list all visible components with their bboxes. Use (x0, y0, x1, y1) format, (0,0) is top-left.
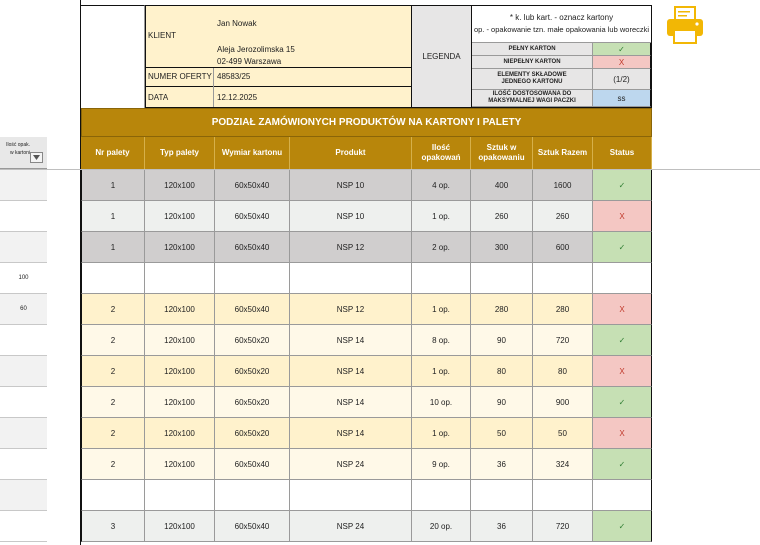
client-street: Aleja Jerozolimska 15 (217, 45, 295, 54)
table-cell (145, 263, 215, 294)
legend-item-value: ss (593, 90, 651, 107)
table-cell (412, 480, 471, 511)
table-cell: 60x50x40 (215, 201, 290, 232)
table-cell: NSP 10 (290, 201, 412, 232)
table-cell: 280 (533, 294, 593, 325)
table-cell: 280 (471, 294, 533, 325)
table-cell: 2 (81, 418, 145, 449)
left-panel-cell (0, 325, 47, 356)
table-cell: NSP 14 (290, 418, 412, 449)
status-cell: ✓ (593, 511, 652, 542)
legend-item-label: NIEPEŁNY KARTON (472, 56, 593, 69)
legend-item-value: ✓ (593, 43, 651, 56)
table-cell: 1 (81, 232, 145, 263)
table-cell (81, 263, 145, 294)
status-cell: ✓ (593, 387, 652, 418)
legend-note-line2: op. - opakowanie tzn. małe opakowania lub woreczki (473, 25, 650, 34)
table-cell: 90 (471, 325, 533, 356)
table-cell (533, 263, 593, 294)
left-panel-cell (0, 480, 47, 511)
client-divider (146, 67, 411, 68)
legend-item-value: (1/2) (593, 69, 651, 90)
table-cell: 60x50x40 (215, 511, 290, 542)
table-cell: 60x50x40 (215, 170, 290, 201)
table-cell: 20 op. (412, 511, 471, 542)
status-cell: ✓ (593, 170, 652, 201)
table-cell: 10 op. (412, 387, 471, 418)
table-cell: 8 op. (412, 325, 471, 356)
table-cell: NSP 14 (290, 356, 412, 387)
table-cell: NSP 24 (290, 511, 412, 542)
table-cell: NSP 14 (290, 325, 412, 356)
offer-divider (146, 86, 411, 87)
column-header: Sztuk Razem (533, 137, 593, 169)
table-cell: 260 (533, 201, 593, 232)
left-panel-cell: 60 (0, 294, 47, 325)
table-cell: 90 (471, 387, 533, 418)
column-header: Wymiar kartonu (215, 137, 290, 169)
table-cell: 1 (81, 201, 145, 232)
table-cell: 324 (533, 449, 593, 480)
client-city: 02-499 Warszawa (217, 57, 282, 66)
table-cell: 80 (533, 356, 593, 387)
table-cell: 3 (81, 511, 145, 542)
table-cell: 120x100 (145, 294, 215, 325)
table-cell: NSP 14 (290, 387, 412, 418)
column-header: Ilość opakowań (412, 137, 471, 169)
table-cell: 1 (81, 170, 145, 201)
table-cell (215, 480, 290, 511)
table-cell (145, 480, 215, 511)
status-cell: ✓ (593, 449, 652, 480)
client-block (145, 5, 412, 108)
client-label: KLIENT (148, 31, 177, 40)
status-cell: X (593, 356, 652, 387)
table-cell: 120x100 (145, 201, 215, 232)
table-cell: 600 (533, 232, 593, 263)
legend-item-value: X (593, 56, 651, 69)
legend-note-line1: * k. lub kart. - oznacz kartony (509, 13, 614, 22)
table-cell: 260 (471, 201, 533, 232)
table-cell: 60x50x40 (215, 449, 290, 480)
status-cell: X (593, 418, 652, 449)
status-cell: ✓ (593, 232, 652, 263)
date-value: 12.12.2025 (217, 93, 258, 102)
date-label: DATA (148, 93, 169, 102)
table-cell: 80 (471, 356, 533, 387)
offer-label: NUMER OFERTY (148, 72, 212, 81)
legend-item-label: ILOŚĆ DOSTOSOWANA DO MAKSYMALNEJ WAGI PACZKI (472, 90, 593, 107)
table-cell (533, 480, 593, 511)
table-cell: NSP 24 (290, 449, 412, 480)
table-cell: 1600 (533, 170, 593, 201)
left-panel-cell (0, 511, 47, 542)
table-cell: 60x50x20 (215, 387, 290, 418)
table-cell: 2 (81, 449, 145, 480)
table-cell: 400 (471, 170, 533, 201)
legend-note (472, 6, 651, 43)
table-cell: 1 op. (412, 356, 471, 387)
column-header: Sztuk w opakowaniu (471, 137, 533, 169)
legend-title-cell (412, 5, 471, 108)
table-cell (412, 263, 471, 294)
table-cell (290, 480, 412, 511)
column-header: Produkt (290, 137, 412, 169)
left-panel-cell (0, 387, 47, 418)
table-cell: 1 op. (412, 201, 471, 232)
table-cell: 120x100 (145, 418, 215, 449)
column-header: Typ palety (145, 137, 215, 169)
offer-number: 48583/25 (217, 72, 251, 81)
table-cell: 60x50x20 (215, 356, 290, 387)
status-cell: X (593, 201, 652, 232)
table-cell: 50 (533, 418, 593, 449)
table-cell (81, 480, 145, 511)
table-cell: NSP 12 (290, 232, 412, 263)
left-panel-header-text: Ilość opak. w kartoni (6, 142, 30, 156)
table-cell: 2 op. (412, 232, 471, 263)
blank-logo-cell (81, 5, 145, 108)
table-cell: 720 (533, 325, 593, 356)
table-cell (471, 263, 533, 294)
table-title-bar (81, 108, 652, 137)
legend-block (471, 5, 652, 108)
table-cell: 60x50x40 (215, 294, 290, 325)
table-cell: 120x100 (145, 511, 215, 542)
table-cell: 60x50x20 (215, 325, 290, 356)
table-cell (290, 263, 412, 294)
status-cell (593, 263, 652, 294)
table-cell: NSP 12 (290, 294, 412, 325)
table-cell: 4 op. (412, 170, 471, 201)
left-panel (0, 0, 47, 545)
table-cell: 720 (533, 511, 593, 542)
legend-title: LEGENDA (422, 52, 461, 61)
status-cell: ✓ (593, 325, 652, 356)
legend-item-label: PEŁNY KARTON (472, 43, 593, 56)
table-cell: 2 (81, 387, 145, 418)
status-cell: X (593, 294, 652, 325)
table-cell (215, 263, 290, 294)
table-cell: 120x100 (145, 356, 215, 387)
table-cell: 50 (471, 418, 533, 449)
filter-dropdown-icon[interactable] (30, 152, 43, 163)
table-cell: 60x50x40 (215, 232, 290, 263)
left-panel-cell (0, 170, 47, 201)
left-panel-cell (0, 449, 47, 480)
status-cell (593, 480, 652, 511)
left-panel-cell: 100 (0, 263, 47, 294)
left-panel-cell (0, 201, 47, 232)
table-cell: NSP 10 (290, 170, 412, 201)
client-name: Jan Nowak (217, 19, 257, 28)
table-cell: 36 (471, 449, 533, 480)
left-panel-cell (0, 418, 47, 449)
legend-item-label: ELEMENTY SKŁADOWE JEDNEGO KARTONU (472, 69, 593, 90)
table-cell: 300 (471, 232, 533, 263)
table-cell: 120x100 (145, 449, 215, 480)
table-cell: 120x100 (145, 170, 215, 201)
printer-icon[interactable] (664, 6, 706, 44)
table-cell: 60x50x20 (215, 418, 290, 449)
table-cell: 9 op. (412, 449, 471, 480)
column-header: Nr palety (81, 137, 145, 169)
column-header: Status (593, 137, 652, 169)
table-cell: 900 (533, 387, 593, 418)
left-panel-cell (0, 356, 47, 387)
table-cell (471, 480, 533, 511)
table-cell: 1 op. (412, 294, 471, 325)
left-panel-cell (0, 232, 47, 263)
client-vline (213, 68, 214, 107)
table-cell: 1 op. (412, 418, 471, 449)
table-cell: 120x100 (145, 325, 215, 356)
left-panel-header (0, 137, 47, 169)
table-title: PODZIAŁ ZAMÓWIONYCH PRODUKTÓW NA KARTONY I PALETY (211, 117, 522, 128)
table-cell: 2 (81, 325, 145, 356)
table-cell: 120x100 (145, 232, 215, 263)
table-cell: 2 (81, 356, 145, 387)
table-cell: 120x100 (145, 387, 215, 418)
table-cell: 2 (81, 294, 145, 325)
table-cell: 36 (471, 511, 533, 542)
